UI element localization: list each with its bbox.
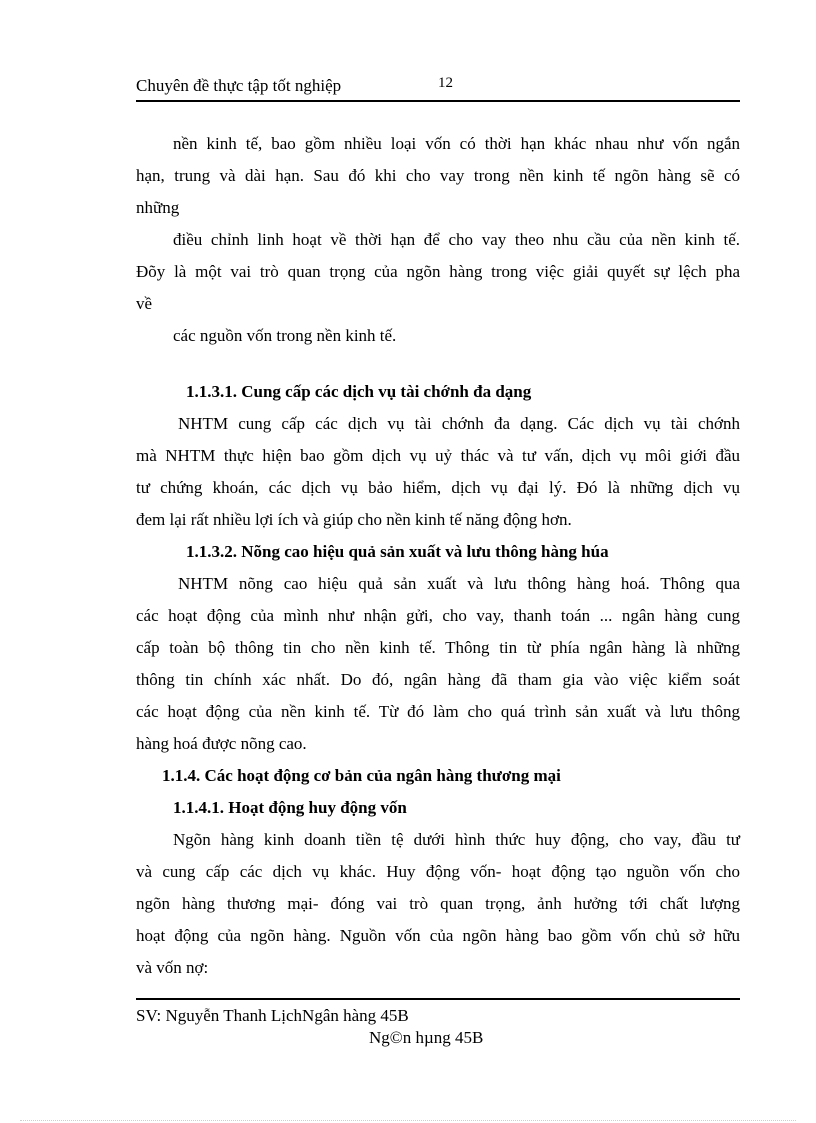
section-heading: 1.1.3.1. Cung cấp các dịch vụ tài chớnh đa dạng [186, 382, 532, 401]
page-header [136, 76, 740, 102]
paragraph-line: NHTM nõng cao hiệu quả sản xuất và lưu thông hàng hoá. Thông qua [178, 574, 740, 593]
paragraph-line: nền kinh tế, bao gồm nhiều loại vốn có thời hạn khác nhau như vốn ngắn [173, 134, 740, 153]
paragraph-line: các hoạt động của mình như nhận gửi, cho vay, thanh toán ... ngân hàng cung [136, 606, 740, 625]
page-number: 12 [438, 75, 453, 91]
paragraph-line: Ngõn hàng kinh doanh tiền tệ dưới hình thức huy động, cho vay, đầu tư [173, 830, 740, 849]
footer-divider [136, 998, 740, 1000]
document-body [136, 128, 740, 984]
paragraph-line: về [136, 294, 153, 313]
subsection-heading: 1.1.4.1. Hoạt động huy động vốn [173, 798, 407, 817]
paragraph-line: hạn, trung và dài hạn. Sau đó khi cho vay trong nền kinh tế ngõn hàng sẽ có [136, 166, 740, 185]
paragraph-line: các hoạt động của nền kinh tế. Từ đó làm cho quá trình sản xuất và lưu thông [136, 702, 740, 721]
paragraph-line: ngõn hàng thương mại- đóng vai trò quan trọng, ảnh hưởng tới chất lượng [136, 894, 740, 913]
paragraph-line: những [136, 198, 180, 217]
footer-author: SV: Nguyễn Thanh LịchNgân hàng 45B [136, 1006, 409, 1025]
paragraph-line: hoạt động của ngõn hàng. Nguồn vốn của ngõn hàng bao gồm vốn chủ sở hữu [136, 926, 740, 945]
paragraph-line: và cung cấp các dịch vụ khác. Huy động vốn- hoạt động tạo nguồn vốn cho [136, 862, 740, 881]
paragraph-line: Đõy là một vai trò quan trọng của ngõn hàng trong việc giải quyết sự lệch pha [136, 262, 740, 281]
paragraph-line: cấp toàn bộ thông tin cho nền kinh tế. Thông tin từ phía ngân hàng là những [136, 638, 740, 657]
paragraph-line: hàng hoá được nõng cao. [136, 734, 307, 753]
document-title: Chuyên đề thực tập tốt nghiệp [136, 76, 342, 95]
paragraph-gap [136, 352, 740, 376]
paragraph-line: đem lại rất nhiều lợi ích và giúp cho nền kinh tế năng động hơn. [136, 510, 572, 529]
paragraph-line: và vốn nợ: [136, 958, 209, 977]
footer-class: Ng©n hµng 45B [369, 1028, 484, 1047]
paragraph-line: NHTM cung cấp các dịch vụ tài chớnh đa dạng. Các dịch vụ tài chớnh [178, 414, 740, 433]
page-bottom-divider [20, 1120, 796, 1121]
paragraph-line: mà NHTM thực hiện bao gồm dịch vụ uỷ thác và tư vấn, dịch vụ môi giới đầu [136, 446, 740, 465]
section-heading: 1.1.3.2. Nõng cao hiệu quả sản xuất và lưu thông hàng húa [186, 542, 609, 561]
paragraph-line: điều chỉnh linh hoạt về thời hạn để cho vay theo nhu cầu của nền kinh tế. [173, 230, 740, 249]
section-heading: 1.1.4. Các hoạt động cơ bản của ngân hàng thương mại [162, 766, 561, 785]
paragraph-line: thông tin chính xác nhất. Do đó, ngân hàng đã tham gia vào việc kiểm soát [136, 670, 740, 689]
paragraph-line: các nguồn vốn trong nền kinh tế. [173, 326, 397, 345]
paragraph-line: tư chứng khoán, các dịch vụ bảo hiểm, dịch vụ đại lý. Đó là những dịch vụ [136, 478, 740, 497]
